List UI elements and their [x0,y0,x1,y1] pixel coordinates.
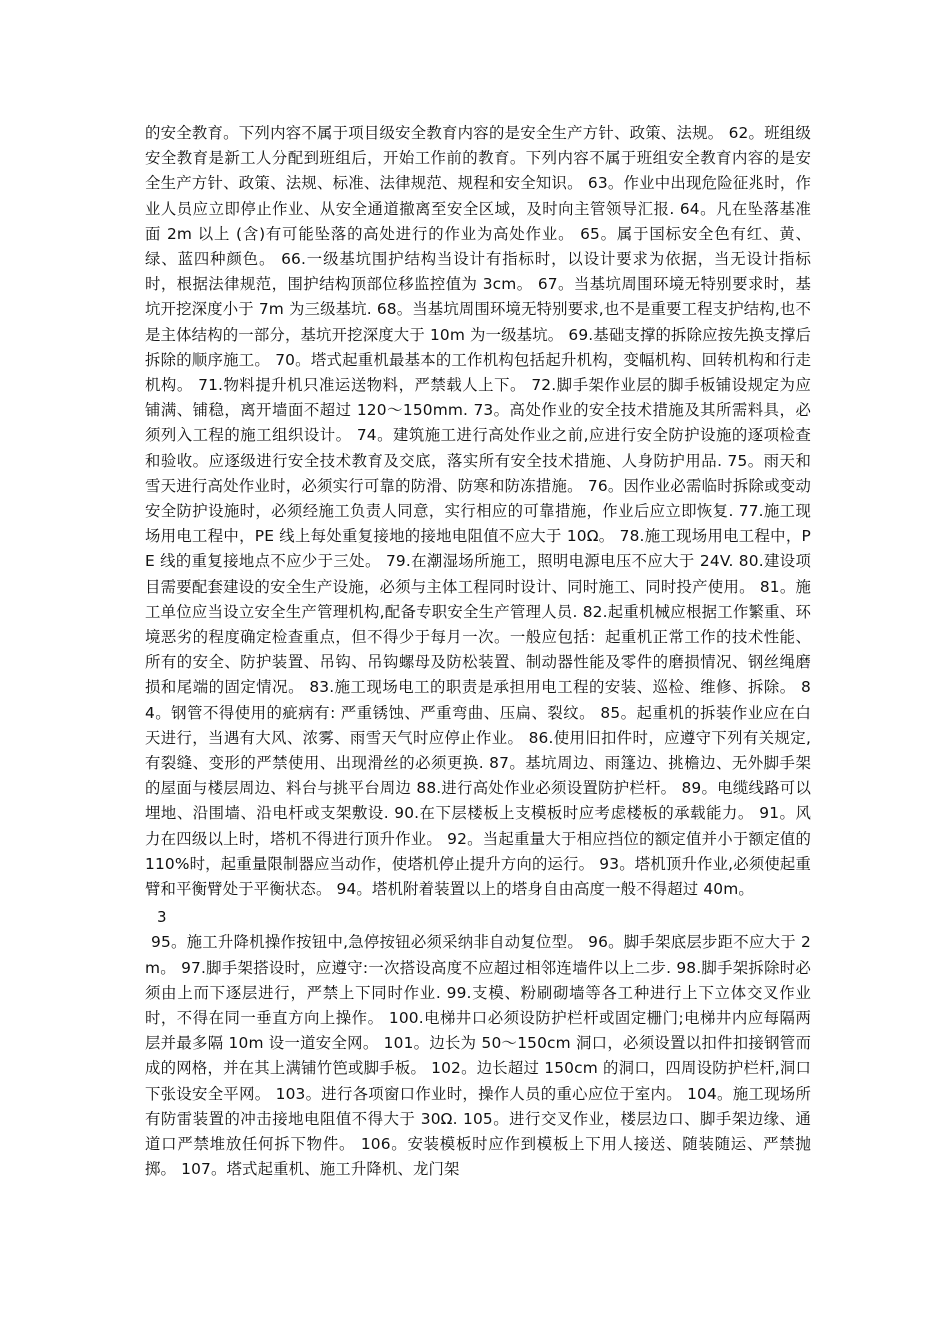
document-page [145,121,811,1182]
body-paragraph-2: 95。施工升降机操作按钮中,急停按钮必须采纳非自动复位型。 96。脚手架底层步距不应大于 2m。 97.脚手架搭设时，应遵守:一次搭设高度不应超过相邻连墙件以上二步. 98.脚手架拆除时必须由上而下逐层进行，严禁上下同时作业. 99.支模、粉刷砌墙等各工种进行上下立体交叉作业时，不得在同一垂直方向上操作。 100.电梯井口必须设防护栏杆或固定栅门;电梯井内应每隔两层并最多隔 10m 设一道安全网。 101。边长为 50～150cm 洞口，必须设置以扣件扣接钢管而成的网格，并在其上满铺竹笆或脚手板。 102。边长超过 150cm 的洞口，四周设防护栏杆,洞口下张设安全平网。 103。进行各项窗口作业时，操作人员的重心应位于室内。 104。施工现场所有防雷装置的冲击接地电阻值不得大于 30Ω. 105。进行交叉作业，楼层边口、脚手架边缘、通道口严禁堆放任何拆下物件。 106。安装模板时应作到模板上下用人接送、随装随运、严禁抛掷。 107。塔式起重机、施工升降机、龙门架 [145,933,811,1179]
body-paragraph-1: 的安全教育。下列内容不属于项目级安全教育内容的是安全生产方针、政策、法规。 62。班组级安全教育是新工人分配到班组后，开始工作前的教育。下列内容不属于班组安全教育内容的是安全生产方针、政策、法规、标准、法律规范、规程和安全知识。 63。作业中出现危险征兆时，作业人员应立即停止作业、从安全通道撤离至安全区域，及时向主管领导汇报. 64。凡在坠落基准面 2m 以上 (含)有可能坠落的高处进行的作业为高处作业。 65。属于国标安全色有红、黄、绿、蓝四种颜色。 66.一级基坑围护结构当设计有指标时，以设计要求为依据，当无设计指标时，根据法律规范，围护结构顶部位移监控值为 3cm。 67。当基坑周围环境无特别要求时，基坑开挖深度小于 7m 为三级基坑. 68。当基坑周围环境无特别要求,也不是重要工程支护结构,也不是主体结构的一部分，基坑开挖深度大于 10m 为一级基坑。 69.基础支撑的拆除应按先换支撑后拆除的顺序施工。 70。塔式起重机最基本的工作机构包括起升机构，变幅机构、回转机构和行走机构。 71.物料提升机只准运送物料，严禁载人上下。 72.脚手架作业层的脚手板铺设规定为应铺满、铺稳，离开墙面不超过 120～150mm. 73。高处作业的安全技术措施及其所需料具，必须列入工程的施工组织设计。 74。建筑施工进行高处作业之前,应进行安全防护设施的逐项检查和验收。应逐级进行安全技术教育及交底，落实所有安全技术措施、人身防护用品. 75。雨天和雪天进行高处作业时，必须实行可靠的防滑、防寒和防冻措施。 76。因作业必需临时拆除或变动安全防护设施时，必须经施工负责人同意，实行相应的可靠措施，作业后应立即恢复. 77.施工现场用电工程中，PE 线上每处重复接地的接地电阻值不应大于 10Ω。 78.施工现场用电工程中，PE 线的重复接地点不应少于三处。 79.在潮湿场所施工，照明电源电压不应大于 24V. 80.建设项目需要配套建设的安全生产设施，必须与主体工程同时设计、同时施工、同时投产使用。 81。施工单位应当设立安全生产管理机构,配备专职安全生产管理人员. 82.起重机械应根据工作繁重、环境恶劣的程度确定检查重点，但不得少于每月一次。一般应包括：起重机正常工作的技术性能、所有的安全、防护装置、吊钩、吊钩螺母及防松装置、制动器性能及零件的磨损情况、钢丝绳磨损和尾端的固定情况。 83.施工现场电工的职责是承担用电工程的安装、巡检、维修、拆除。 84。钢管不得使用的疵病有: 严重锈蚀、严重弯曲、压扁、裂纹。 85。起重机的拆装作业应在白天进行，当遇有大风、浓雾、雨雪天气时应停止作业。 86.使用旧扣件时，应遵守下列有关规定,有裂缝、变形的严禁使用、出现滑丝的必须更换. 87。基坑周边、雨篷边、挑檐边、无外脚手架的屋面与楼层周边、料台与挑平台周边 88.进行高处作业必须设置防护栏杆。 89。电缆线路可以埋地、沿围墙、沿电杆或支架敷设. 90.在下层楼板上支模板时应考虑楼板的承载能力。 91。风力在四级以上时，塔机不得进行顶升作业。 92。当起重量大于相应挡位的额定值并小于额定值的 110%时，起重量限制器应当动作，使塔机停止提升方向的运行。 93。塔机顶升作业,必须使起重臂和平衡臂处于平衡状态。 94。塔机附着装置以上的塔身自由高度一般不得超过 40m。 [145,124,811,899]
page-number: 3 [157,908,167,927]
